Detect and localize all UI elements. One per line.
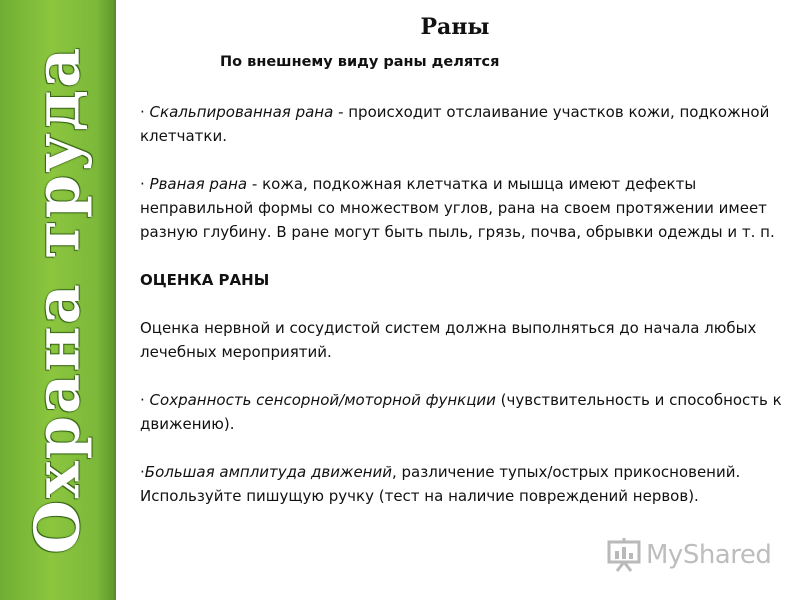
section-heading: ОЦЕНКА РАНЫ: [140, 271, 270, 289]
term-sensory-motor: Сохранность сенсорной/моторной функции: [149, 391, 496, 409]
paragraph-text: (чувствительность и способность к движению).: [140, 391, 782, 433]
bullet: ·: [140, 175, 150, 193]
paragraph-scalped-wound: [140, 100, 795, 148]
bullet: ·: [140, 463, 145, 481]
bullet: ·: [140, 103, 150, 121]
sidebar: [0, 0, 116, 600]
watermark-logo: [606, 538, 771, 572]
paragraph-text: - происходит отслаивание участков кожи, подкожной клетчатки.: [140, 103, 770, 145]
term-range-of-motion: Большая амплитуда движений: [144, 463, 392, 481]
slide-title: Раны: [420, 14, 490, 40]
paragraph-assessment: Оценка нервной и сосудистой систем должна выполняться до начала любых лечебных мероприятий.: [140, 319, 757, 361]
paragraph-range-of-motion: [140, 460, 795, 508]
bullet: ·: [140, 391, 150, 409]
paragraph-text: - кожа, подкожная клетчатка и мышца имеют дефекты неправильной формы со множеством углов, рана на своем протяжении имеет разную глубину. В ране могут быть пыль, грязь, почва, обрывки одежды и т. п.: [140, 175, 775, 241]
term-lacerated-wound: Рваная рана: [149, 175, 248, 193]
slide-content: [140, 100, 795, 508]
sidebar-title: Охрана труда: [20, 45, 94, 555]
paragraph-lacerated-wound: [140, 172, 795, 244]
slide-subtitle: По внешнему виду раны делятся: [220, 54, 500, 70]
paragraph-text: , различение тупых/острых прикосновений. Используйте пишущую ручку (тест на наличие повреждений нервов).: [140, 463, 741, 505]
paragraph-sensory-motor: [140, 388, 795, 436]
term-scalped-wound: Скальпированная рана: [149, 103, 334, 121]
logo-text: MyShared: [646, 540, 772, 570]
presentation-board-icon: [606, 538, 642, 572]
